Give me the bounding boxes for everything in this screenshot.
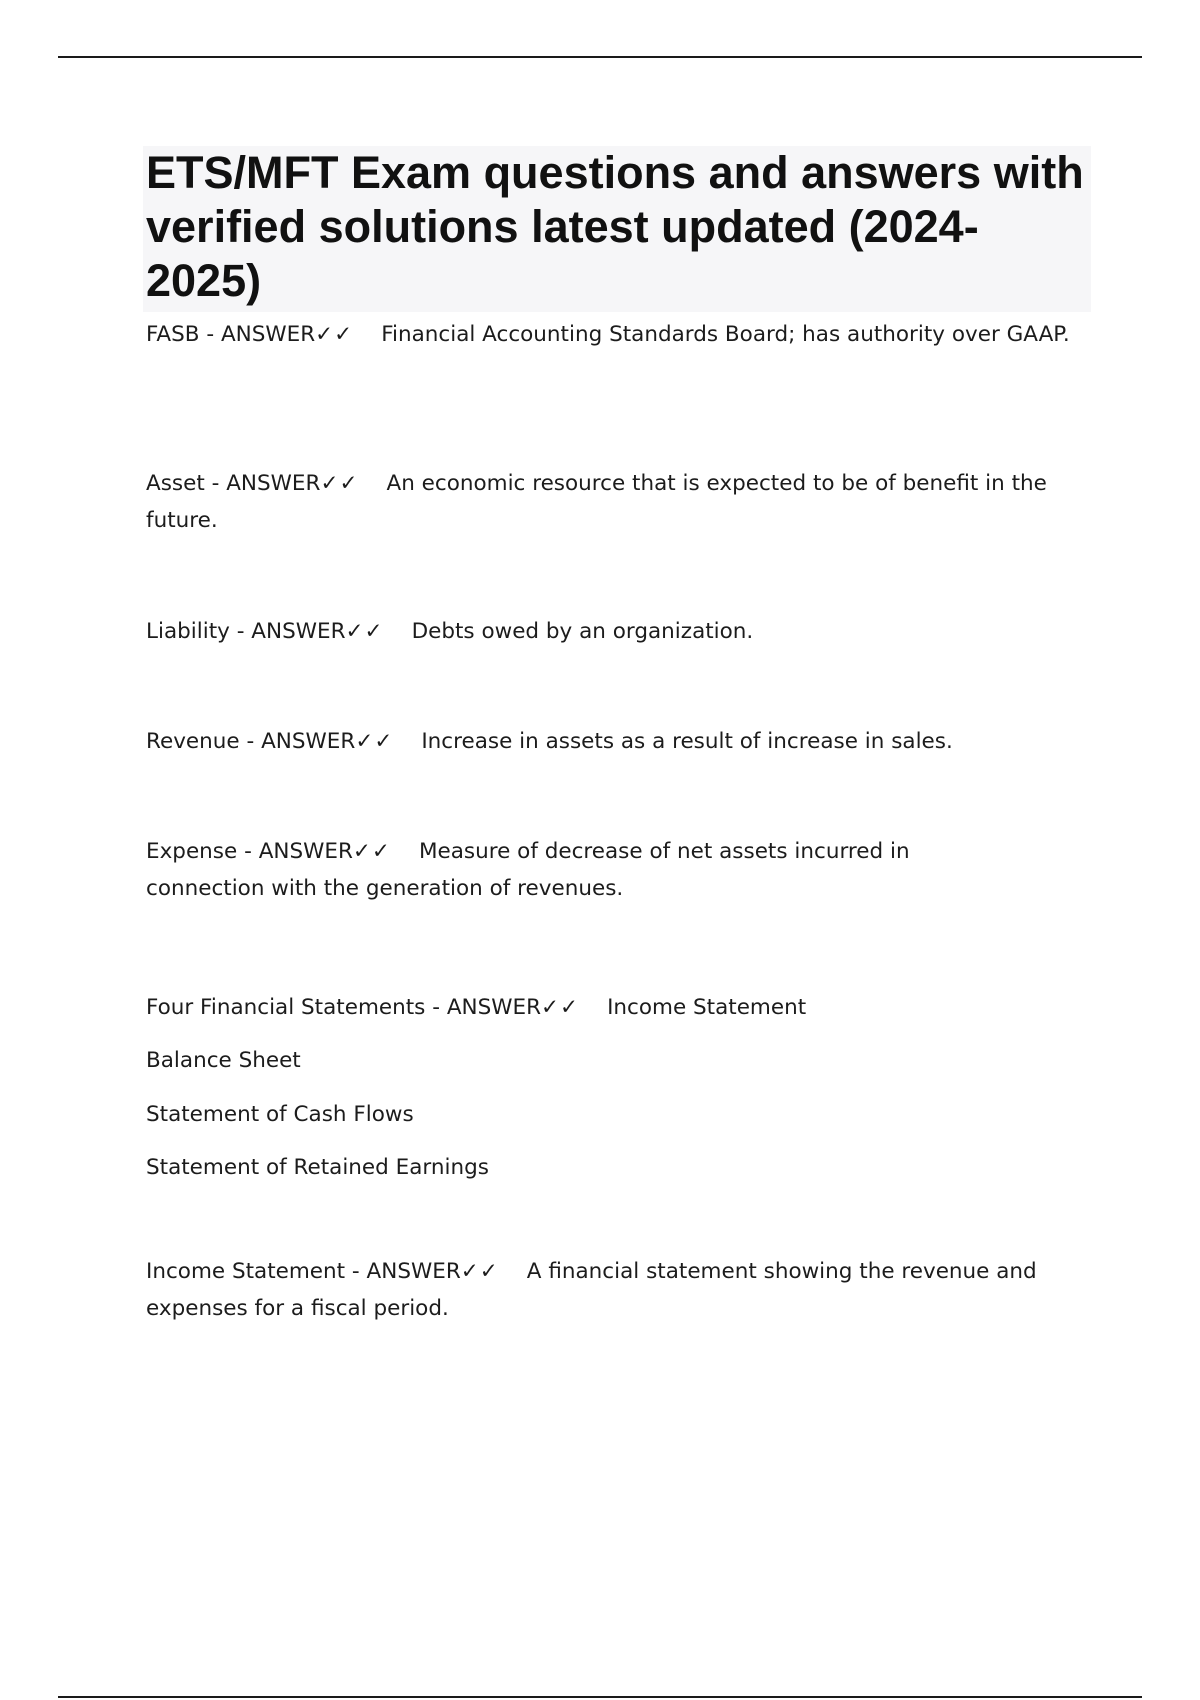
check-icon: ✓✓ [460, 1259, 499, 1284]
entry-term: Four Financial Statements [146, 995, 426, 1020]
entry-definition: An economic resource that is expected to be of benefit in the future. [146, 471, 1054, 533]
check-icon: ✓✓ [355, 729, 394, 754]
entry-extra-line: Balance Sheet [146, 1048, 301, 1073]
entry-term: Liability [146, 619, 230, 644]
answer-label: ANSWER [258, 839, 353, 864]
document-title: ETS/MFT Exam questions and answers with verified solutions latest updated (2024-2025) [146, 147, 1084, 306]
entry-definition: Financial Accounting Standards Board; has authority over GAAP. [381, 322, 1070, 347]
entry-extra-line: Statement of Cash Flows [146, 1102, 414, 1127]
entry-term: Expense [146, 839, 238, 864]
entry-definition: Income Statement [607, 995, 807, 1020]
qa-entry-expense: Expense - ANSWER✓✓ Measure of decrease of net assets incurred in connection with the generation of revenues. [146, 839, 917, 901]
entry-term: Revenue [146, 729, 240, 754]
entry-definition: Increase in assets as a result of increase in sales. [421, 729, 953, 754]
entry-term: FASB [146, 322, 200, 347]
answer-label: ANSWER [220, 322, 316, 347]
qa-entry-four-financial-statements: Four Financial Statements - ANSWER✓✓ Income Statement Balance Sheet Statement of Cash Flows Statement of Retained Earnings [146, 982, 1086, 1194]
qa-entry-revenue: Revenue - ANSWER✓✓ Increase in assets as a result of increase in sales. [146, 729, 953, 754]
answer-label: ANSWER [261, 729, 356, 754]
qa-entry-liability: Liability - ANSWER✓✓ Debts owed by an organization. [146, 619, 754, 644]
check-icon: ✓✓ [345, 619, 384, 644]
title-block [143, 146, 1091, 312]
entry-term: Asset [146, 471, 205, 496]
entry-definition: Measure of decrease of net assets incurred in connection with the generation of revenues. [146, 839, 917, 901]
check-icon: ✓✓ [541, 995, 580, 1020]
entry-extra-line: Statement of Retained Earnings [146, 1155, 489, 1180]
answer-label: ANSWER [226, 471, 321, 496]
entry-definition: Debts owed by an organization. [411, 619, 754, 644]
entry-definition: A financial statement showing the revenue and expenses for a fiscal period. [146, 1259, 1044, 1321]
answer-label: ANSWER [251, 619, 346, 644]
answer-label: ANSWER [366, 1259, 461, 1284]
header-rule [58, 56, 1142, 58]
qa-entry-fasb: FASB - ANSWER✓✓ Financial Accounting Standards Board; has authority over GAAP. [146, 322, 1070, 347]
qa-entry-income-statement: Income Statement - ANSWER✓✓ A financial statement showing the revenue and expenses for a fiscal period. [146, 1259, 1044, 1321]
check-icon: ✓✓ [352, 839, 391, 864]
check-icon: ✓✓ [315, 322, 354, 347]
answer-label: ANSWER [446, 995, 542, 1020]
entry-term: Income Statement [146, 1259, 346, 1284]
check-icon: ✓✓ [320, 471, 359, 496]
footer-rule [58, 1696, 1142, 1698]
qa-entry-asset: Asset - ANSWER✓✓ An economic resource that is expected to be of benefit in the future. [146, 471, 1054, 533]
